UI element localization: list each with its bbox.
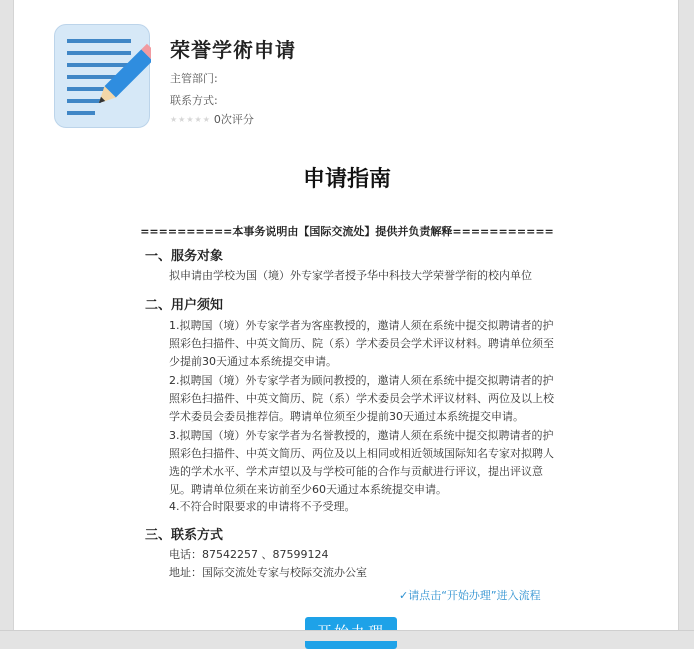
app-title: 荣誉学術申请 [170, 38, 296, 62]
notice-item-2: 2.拟聘国（境）外专家学者为顾问教授的，邀请人须在系统中提交拟聘请者的护照彩色扫描件、中英文简历、院（系）学术委员会学术评议材料、两位及以上校学术委员会委员推荐信。聘请单位须至少提前30天通过本系统提交申请。 [169, 374, 554, 423]
star-icon[interactable]: ★★★★★ [170, 114, 211, 124]
section-heading-contact: 三、联系方式 [145, 528, 224, 543]
contact-phone: 电话：87542257 、87599124 [169, 548, 329, 561]
section-heading-notice: 二、用户须知 [145, 298, 224, 313]
bottom-scroll-bar [0, 630, 694, 641]
contact-address: 地址：国际交流处专家与校际交流办公室 [169, 566, 367, 579]
content-panel [13, 0, 679, 640]
notice-item-3: 3.拟聘国（境）外专家学者为名誉教授的，邀请人须在系统中提交拟聘请者的护照彩色扫描件、中英文简历、两位及以上相同或相近领域国际知名专家对拟聘人选的学术水平、学术声望以及与学校可能的合作与贡献进行评议，提出评议意见。聘请单位须在来访前至少60天通过本系统提交申请。 [169, 429, 554, 496]
guide-divider: ==========本事务说明由【国际交流处】提供并负责解释=========== [140, 225, 554, 238]
rating[interactable] [170, 111, 254, 127]
section-heading-service: 一、服务对象 [145, 249, 224, 264]
contact-label: 联系方式: [170, 94, 218, 107]
notice-item-1: 1.拟聘国（境）外专家学者为客座教授的，邀请人须在系统中提交拟聘请者的护照彩色扫描件、中英文简历、院（系）学术委员会学术评议材料。聘请单位须至少提前30天通过本系统提交申请。 [169, 319, 554, 368]
service-text: 拟申请由学校为国（境）外专家学者授予华中科技大学荣誉学衔的校内单位 [169, 269, 532, 282]
guide-title: 申请指南 [302, 167, 391, 192]
dept-label: 主管部门: [170, 72, 218, 85]
rating-count: 0次评分 [213, 113, 254, 126]
notice-item-4: 4.不符合时限要求的申请将不予受理。 [169, 500, 356, 513]
start-hint: ✓请点击“开始办理”进入流程 [399, 589, 541, 602]
notepad-pencil-icon [54, 24, 150, 128]
